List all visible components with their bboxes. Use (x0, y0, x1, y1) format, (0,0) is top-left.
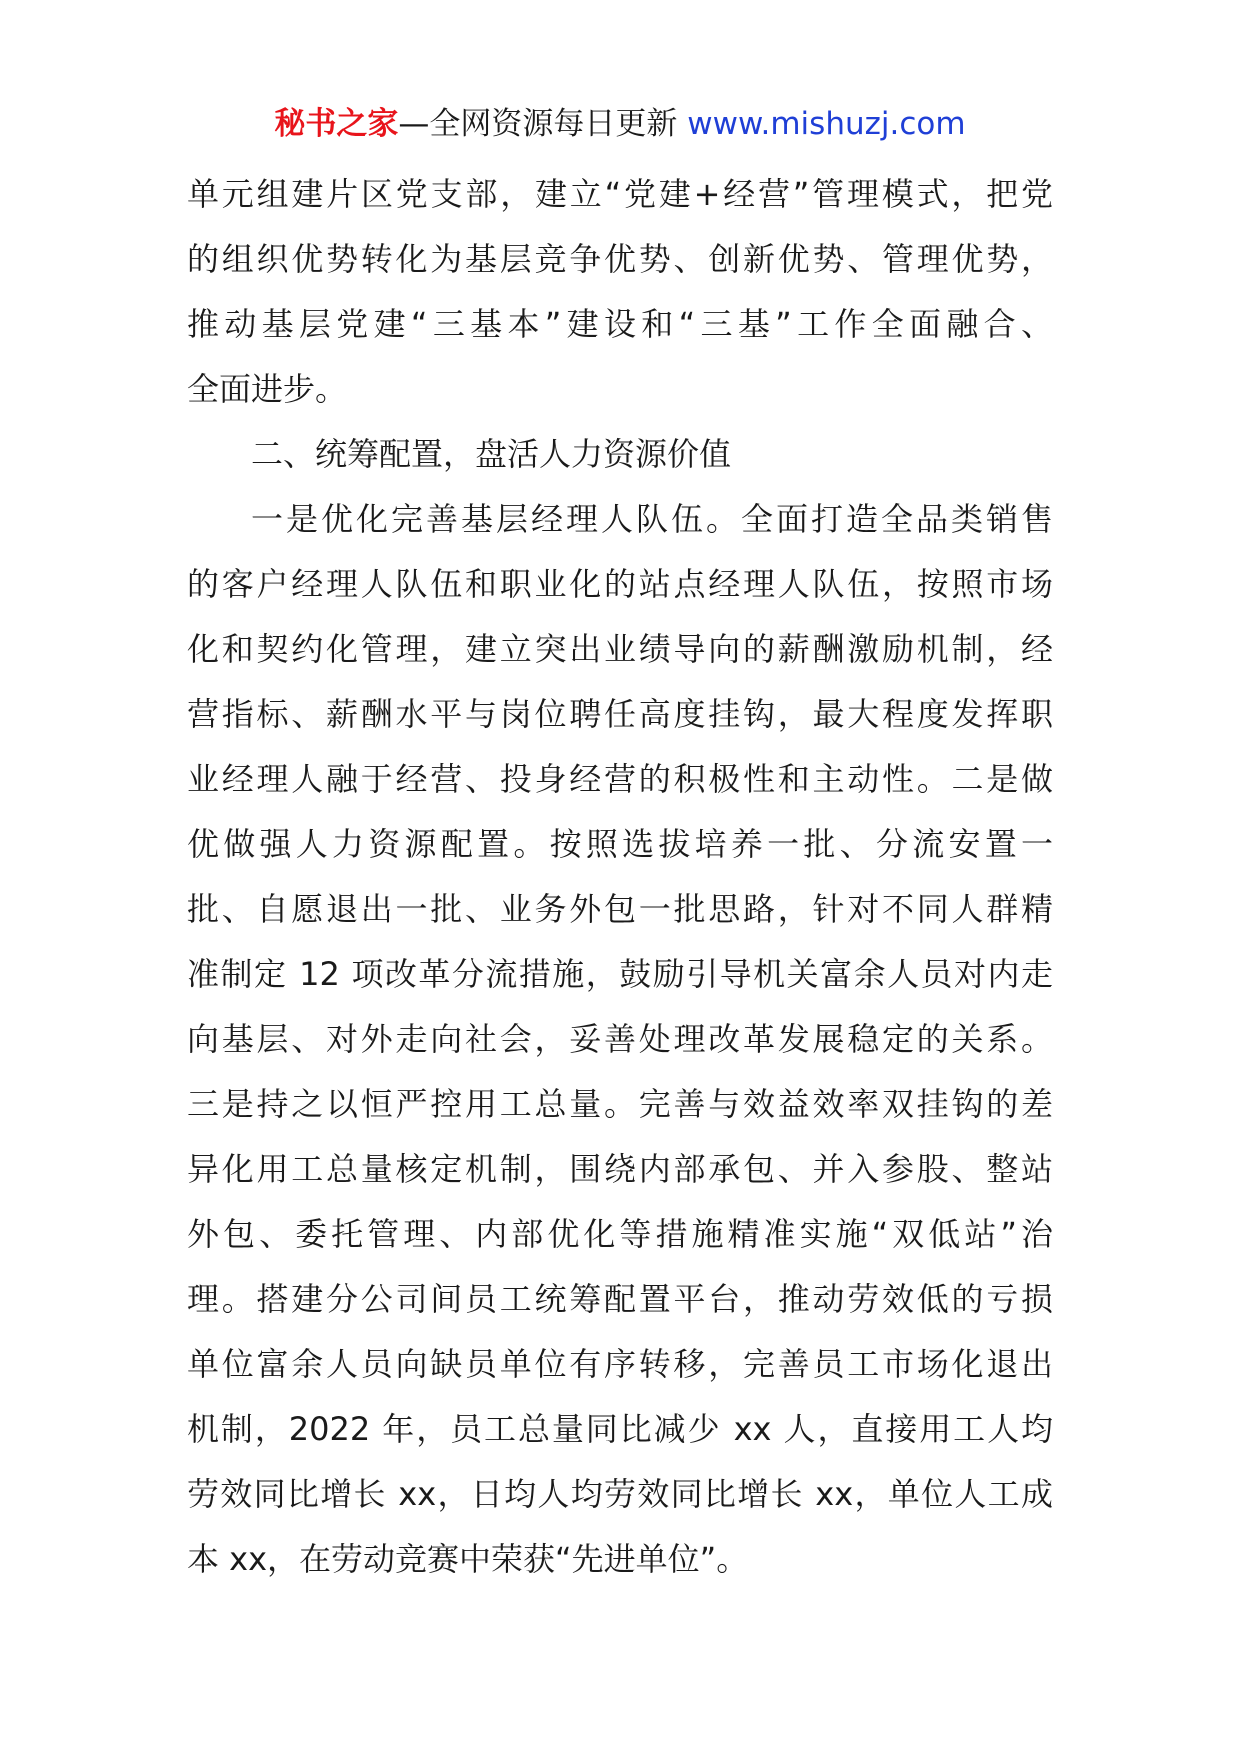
text-line: 向基层、对外走向社会，妥善处理改革发展稳定的关系。 (187, 1020, 1053, 1058)
text-line: 准制定 12 项改革分流措施，鼓励引导机关富余人员对内走 (187, 955, 1053, 993)
text-line: 优做强人力资源配置。按照选拔培养一批、分流安置一 (187, 825, 1053, 863)
header-url-link[interactable]: www.mishuzj.com (687, 106, 966, 142)
text-line: 外包、委托管理、内部优化等措施精准实施“双低站”治 (187, 1215, 1053, 1253)
text-line: 三是持之以恒严控用工总量。完善与效益效率双挂钩的差 (187, 1085, 1053, 1123)
page-header (0, 102, 1240, 146)
text-line: 化和契约化管理，建立突出业绩导向的薪酬激励机制，经 (187, 630, 1053, 668)
header-brand: 秘书之家 (274, 106, 399, 142)
text-line: 单位富余人员向缺员单位有序转移，完善员工市场化退出 (187, 1345, 1053, 1383)
text-line: 一是优化完善基层经理人队伍。全面打造全品类销售 (251, 500, 1053, 538)
text-line: 批、自愿退出一批、业务外包一批思路，针对不同人群精 (187, 890, 1053, 928)
text-line: 理。搭建分公司间员工统筹配置平台，推动劳效低的亏损 (187, 1280, 1053, 1318)
document-body (187, 162, 1053, 1592)
text-line: 单元组建片区党支部，建立“党建+经营”管理模式，把党 (187, 175, 1053, 213)
text-line: 全面进步。 (187, 370, 348, 408)
text-line: 机制，2022 年，员工总量同比减少 xx 人，直接用工人均 (187, 1410, 1053, 1448)
text-line: 推动基层党建“三基本”建设和“三基”工作全面融合、 (187, 305, 1053, 343)
text-line: 二、统筹配置，盘活人力资源价值 (251, 435, 732, 473)
text-line: 的客户经理人队伍和职业化的站点经理人队伍，按照市场 (187, 565, 1053, 603)
text-line: 劳效同比增长 xx，日均人均劳效同比增长 xx，单位人工成 (187, 1475, 1053, 1513)
text-line: 业经理人融于经营、投身经营的积极性和主动性。二是做 (187, 760, 1053, 798)
text-line: 的组织优势转化为基层竞争优势、创新优势、管理优势， (187, 240, 1053, 278)
text-line: 营指标、薪酬水平与岗位聘任高度挂钩，最大程度发挥职 (187, 695, 1053, 733)
text-line: 本 xx，在劳动竞赛中荣获“先进单位”。 (187, 1540, 749, 1578)
text-line: 异化用工总量核定机制，围绕内部承包、并入参股、整站 (187, 1150, 1053, 1188)
header-slogan: —全网资源每日更新 (398, 106, 688, 142)
